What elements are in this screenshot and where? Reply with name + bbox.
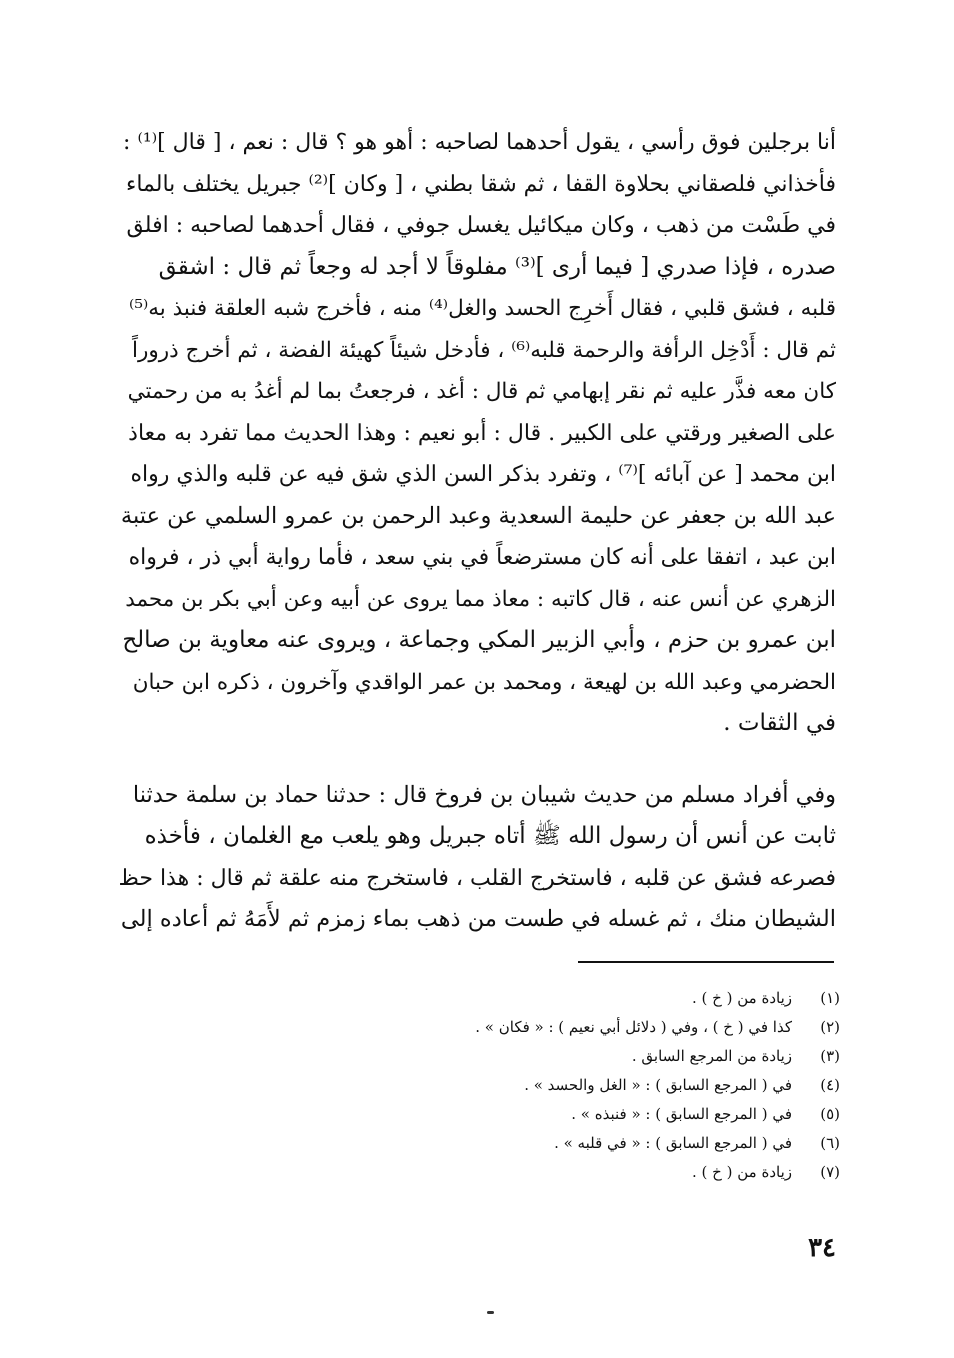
footnote-text: كذا في ( خ ) ، وفي ( دلائل أبي نعيم ) : « فكان » . — [475, 1018, 792, 1036]
text-line: قلبه ، فشق قلبي ، فقال أَخرِج الحسد والغل⁽⁴⁾ منه ، فأخرج شبه العلقة فنبذ به⁽⁵⁾ — [129, 296, 836, 321]
page-number: ٣٤ — [808, 1233, 836, 1263]
footnotes — [380, 984, 840, 1187]
text-line: ابن عمرو بن حزم ، وأبي الزبير المكي وجماعة ، ويروى عنه معاوية بن صالح — [122, 627, 836, 653]
text-line: الزهري عن أنس عنه ، قال كاتبه : معاذ مما يروى عن أبيه وعن أبي بكر بن محمد — [125, 586, 836, 612]
footnote-text: زيادة من ( خ ) . — [692, 989, 792, 1007]
footnote-number: (٥) — [820, 1105, 840, 1123]
footnote-text: في ( المرجع السابق ) : « الغل والحسد » . — [524, 1076, 792, 1094]
text-line: في طَسْت من ذهب ، وكان ميكائيل يغسل جوفي ، فقال أحدهما لصاحبه : افلق — [126, 213, 836, 238]
footnote-text: في ( المرجع السابق ) : « في قلبه » . — [554, 1134, 792, 1152]
scan-speck — [487, 1311, 494, 1314]
text-line: كان معه فذَّر عليه ثم نقر إبهامي ثم قال : أغد ، فرجعتُ بما لم أغدُ به من رحمتي — [127, 379, 836, 404]
footnote-number: (٦) — [820, 1134, 840, 1152]
footnote-item — [380, 984, 840, 1013]
text-line: في الثقات . — [723, 710, 836, 736]
footnote-item — [380, 1042, 840, 1071]
footnote-text: زيادة من ( خ ) . — [692, 1163, 792, 1181]
page-body — [118, 122, 836, 941]
text-line: صدره ، فإذا صدري [ فيما أرى ]⁽³⁾ مفلوقاً لا أجد له وجعاً ثم قال : اشقق — [158, 253, 836, 280]
text-line: على الصغير ورقتي على الكبير . قال : أبو نعيم : وهذا الحديث مما تفرد به معاذ — [128, 420, 836, 446]
footnote-number: (٢) — [820, 1018, 840, 1036]
footnote-item — [380, 1013, 840, 1042]
text-line: ابن محمد [ عن آبائه ]⁽⁷⁾ ، وتفرد بذكر السن الذي شق فيه عن قلبه والذي رواه — [130, 462, 836, 487]
text-line: فأخذاني فلصقاني بحلاوة القفا ، ثم شقا بطني ، [ وكان ]⁽²⁾ جبريل يختلف بالماء — [125, 171, 836, 197]
footnote-text: في ( المرجع السابق ) : « فنبذه » . — [571, 1105, 792, 1123]
text-line: عبد الله بن جعفر عن حليمة السعدية وعبد الرحمن بن عمرو السلمي عن عتبة — [120, 502, 836, 529]
text-line: ابن عبد ، اتفقا على أنه كان مسترضعاً في بني سعد ، فأما رواية أبي ذر ، فرواه — [128, 545, 836, 570]
text-line: الحضرمي وعبد الله بن لهيعة ، ومحمد بن عمر الواقدي وآخرون ، ذكره ابن حبان — [132, 669, 836, 695]
paragraph-1 — [118, 122, 836, 745]
text-line: فصرعه فشق عن قلبه ، فاستخرج القلب ، فاستخرج منه علقة ثم قال : هذا حظ — [118, 865, 836, 891]
footnote-item — [380, 1129, 840, 1158]
footnote-number: (٤) — [820, 1076, 840, 1094]
text-line: الشيطان منك ، ثم غسله في طست من ذهب بماء زمزم ثم لأَمَهُ ثم أعاده إلى — [120, 906, 836, 932]
paragraph-2 — [118, 775, 836, 941]
footnote-number: (١) — [820, 989, 840, 1007]
footnote-divider — [578, 961, 834, 963]
text-line: وفي أفراد مسلم من حديث شيبان بن فروخ قال : حدثنا حماد بن سلمة حدثنا — [132, 781, 836, 808]
footnote-text: زيادة من المرجع السابق . — [631, 1047, 792, 1065]
text-line: أنا برجلين فوق رأسي ، يقول أحدهما لصاحبه : أهو هو ؟ قال : نعم ، [ قال ]⁽¹⁾ : — [123, 130, 836, 155]
text-line: ثابت عن أنس أن رسول الله ﷺ أتاه جبريل وهو يلعب مع الغلمان ، فأخذه — [144, 823, 836, 849]
footnote-item — [380, 1071, 840, 1100]
text-line: ثم قال : أَدْخِل الرأفة والرحمة قلبه⁽⁶⁾ ، فأدخل شيئاً كهيئة الفضة ، ثم أخرج ذروراً — [131, 337, 836, 363]
footnote-item — [380, 1158, 840, 1187]
footnote-number: (٣) — [820, 1047, 840, 1065]
footnote-number: (٧) — [820, 1163, 840, 1181]
footnote-item — [380, 1100, 840, 1129]
